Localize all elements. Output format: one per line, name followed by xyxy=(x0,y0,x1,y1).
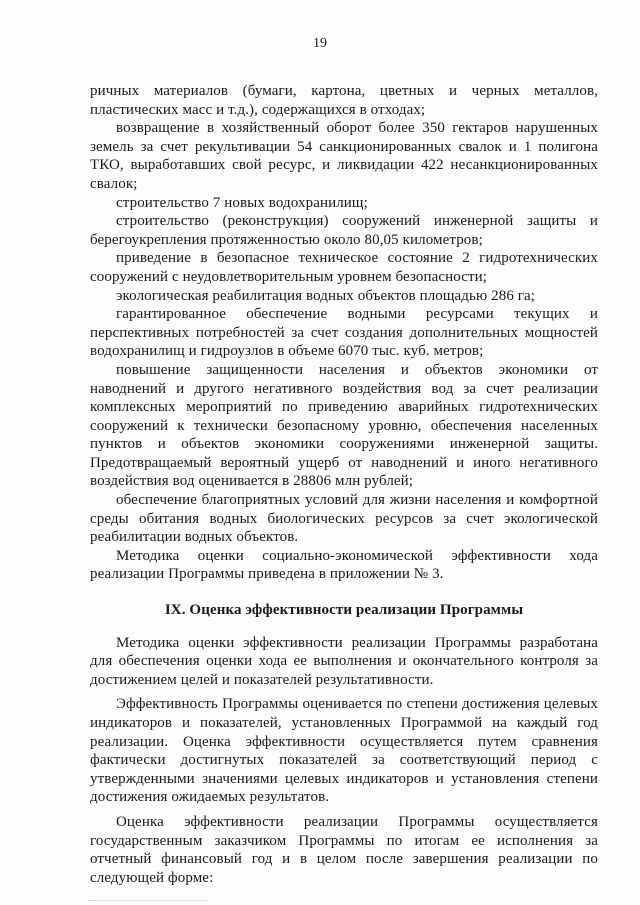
paragraph-water-supply: гарантированное обеспечение водными ресурсами текущих и перспективных потребностей за счет создания дополнительных мощностей водохранилищ и гидроузлов в объеме 6070 тыс. куб. метров; xyxy=(90,306,598,360)
page-number: 19 xyxy=(313,36,327,51)
paragraph-flood-protection: повышение защищенности населения и объектов экономики от наводнений и другого негативного воздействия вод за счет реализации комплексных мероприятий по приведению аварийных гидротехнических сооружений к технически безопасному уровню, обеспечения населенных пунктов и объектов экономики сооружениями инженерной защиты. Предотвращаемый вероятный ущерб от наводнений и иного негативного воздействия вод оценивается в 28806 млн рублей; xyxy=(90,361,598,490)
paragraph-new-reservoirs: строительство 7 новых водохранилищ; xyxy=(116,194,368,211)
paragraph-efficiency-criteria: Эффективность Программы оценивается по степени достижения целевых индикаторов и показателей, установленных Программой на каждый год реализации. Оценка эффективности осуществляется путем сравнения фактически достигнутых показателей за соответствующий период с утвержденными значениями целевых индикаторов и установления степени достижения ожидаемых результатов. xyxy=(90,696,598,806)
paragraph-recycled-materials: ричных материалов (бумаги, картона, цветных и черных металлов, пластических масс и т.д.), содержащихся в отходах; xyxy=(90,83,598,118)
paragraph-water-rehabilitation: экологическая реабилитация водных объектов площадью 286 га; xyxy=(116,287,536,304)
paragraph-hydraulic-structures: приведение в безопасное техническое состояние 2 гидротехнических сооружений с неудовлетворительным уровнем безопасности; xyxy=(90,250,598,285)
paragraph-living-conditions: обеспечение благоприятных условий для жизни населения и комфортной среды обитания водных биологических ресурсов за счет экологической реабилитации водных объектов. xyxy=(90,492,598,546)
paragraph-bank-protection: строительство (реконструкция) сооружений инженерной защиты и берегоукрепления протяженностью около 80,05 километров; xyxy=(90,213,598,248)
scan-edge-divider xyxy=(88,900,208,901)
paragraph-methodology-reference: Методика оценки социально-экономической эффективности хода реализации Программы приведена в приложении № 3. xyxy=(90,547,598,583)
paragraph-evaluation-method: Методика оценки эффективности реализации Программы разработана для обеспечения оценки хода ее выполнения и окончательного контроля за достижением целей и показателей результативности. xyxy=(90,634,598,688)
section-heading: IX. Оценка эффективности реализации Программы xyxy=(164,602,524,619)
paragraph-evaluation-procedure: Оценка эффективности реализации Программы осуществляется государственным заказчиком Программы по итогам ее исполнения за отчетный финансовый год и в целом после завершения реализации по следующей форме: xyxy=(90,813,598,886)
paragraph-land-reclamation: возвращение в хозяйственный оборот более 350 гектаров нарушенных земель за счет рекультивации 54 санкционированных свалок и 1 полигона ТКО, выработавших свой ресурс, и ликвидации 422 несанкционированных свалок; xyxy=(90,120,598,192)
document-body xyxy=(90,82,598,887)
